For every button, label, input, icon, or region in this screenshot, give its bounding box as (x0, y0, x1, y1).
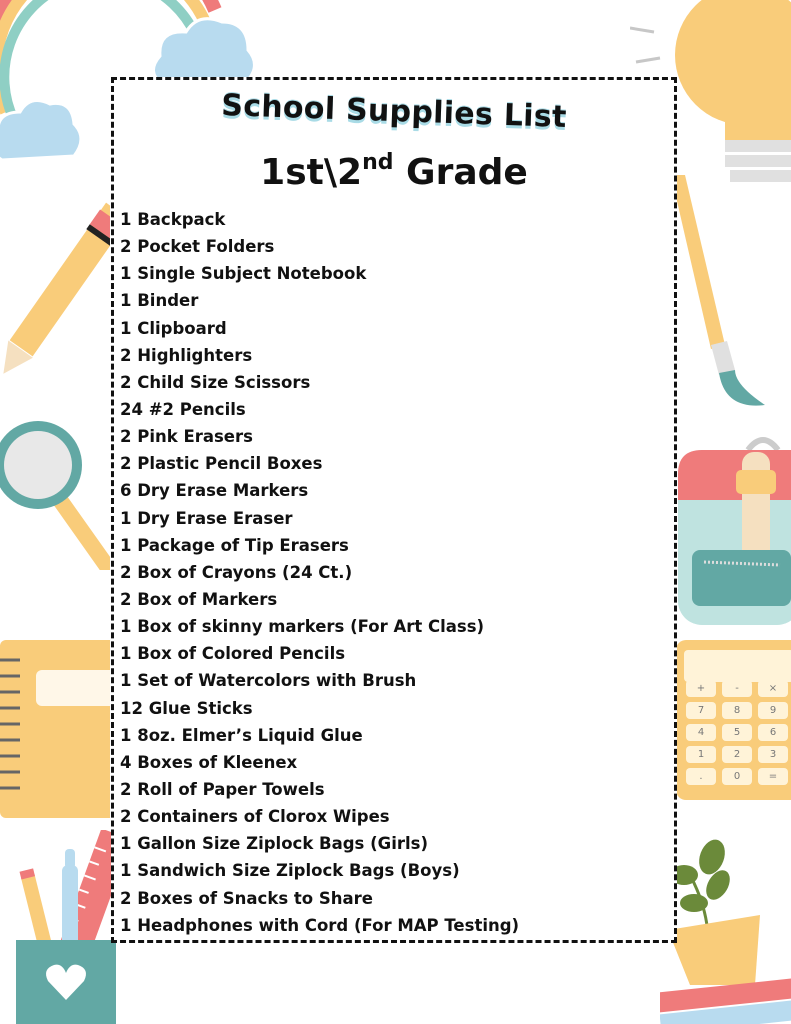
calculator-key: 6 (758, 724, 788, 741)
grade-prefix: 1st\2 (260, 152, 363, 193)
list-item: 1 Binder (120, 291, 199, 311)
calculator-key: 5 (722, 724, 752, 741)
list-item: 1 Clipboard (120, 318, 227, 338)
list-item: 6 Dry Erase Markers (120, 481, 309, 501)
list-item: 1 Package of Tip Erasers (120, 535, 349, 555)
list-item: 1 Dry Erase Eraser (120, 508, 293, 528)
calculator-key: × (758, 680, 788, 697)
list-item: 2 Boxes of Snacks to Share (120, 888, 373, 908)
paintbrush-icon (665, 175, 775, 410)
calculator-key: - (722, 680, 752, 697)
list-item: 1 Headphones with Cord (For MAP Testing) (120, 915, 520, 935)
grade-superscript: nd (362, 150, 394, 175)
plant-pot-icon (660, 835, 791, 1024)
calculator-key: 8 (722, 702, 752, 719)
calculator-key: 9 (758, 702, 788, 719)
list-item: 2 Roll of Paper Towels (120, 779, 325, 799)
page-title: School Supplies List (220, 87, 568, 136)
calculator-key: 2 (722, 746, 752, 763)
list-item: 2 Pink Erasers (120, 427, 253, 447)
calculator-key: 7 (686, 702, 716, 719)
grade-suffix: Grade (393, 152, 528, 193)
list-item: 1 Single Subject Notebook (120, 264, 367, 284)
supplies-list (120, 206, 519, 939)
list-item: 12 Glue Sticks (120, 698, 253, 718)
list-item: 2 Containers of Clorox Wipes (120, 807, 390, 827)
calculator-key: = (758, 768, 788, 785)
calculator-key: + (686, 680, 716, 697)
notebook-icon (0, 640, 110, 820)
list-item: 1 Set of Watercolors with Brush (120, 671, 417, 691)
list-item: 1 Sandwich Size Ziplock Bags (Boys) (120, 861, 460, 881)
pencil-icon (0, 200, 110, 400)
list-item: 2 Child Size Scissors (120, 372, 311, 392)
list-item: 4 Boxes of Kleenex (120, 752, 298, 772)
calculator-key: . (686, 768, 716, 785)
list-item: 24 #2 Pencils (120, 399, 246, 419)
calculator-icon (676, 640, 791, 800)
list-item: 2 Plastic Pencil Boxes (120, 454, 323, 474)
calculator-key: 3 (758, 746, 788, 763)
list-item: 1 8oz. Elmer’s Liquid Glue (120, 725, 363, 745)
cloud-icon (0, 90, 85, 170)
supplies-list-card (111, 77, 677, 943)
list-item: 2 Box of Markers (120, 589, 278, 609)
calculator-key: 1 (686, 746, 716, 763)
magnifier-icon (0, 410, 110, 570)
pencil-cup-icon (10, 845, 120, 1024)
calculator-key: 0 (722, 768, 752, 785)
list-item: 2 Highlighters (120, 345, 253, 365)
grade-heading (114, 152, 674, 193)
list-item: 2 Box of Crayons (24 Ct.) (120, 562, 353, 582)
list-item: 1 Gallon Size Ziplock Bags (Girls) (120, 834, 429, 854)
list-item: 2 Pocket Folders (120, 237, 275, 257)
list-item: 1 Box of Colored Pencils (120, 644, 346, 664)
list-item: 1 Backpack (120, 210, 226, 229)
calculator-key: 4 (686, 724, 716, 741)
list-item: 1 Box of skinny markers (For Art Class) (120, 617, 485, 637)
backpack-icon (668, 430, 791, 630)
